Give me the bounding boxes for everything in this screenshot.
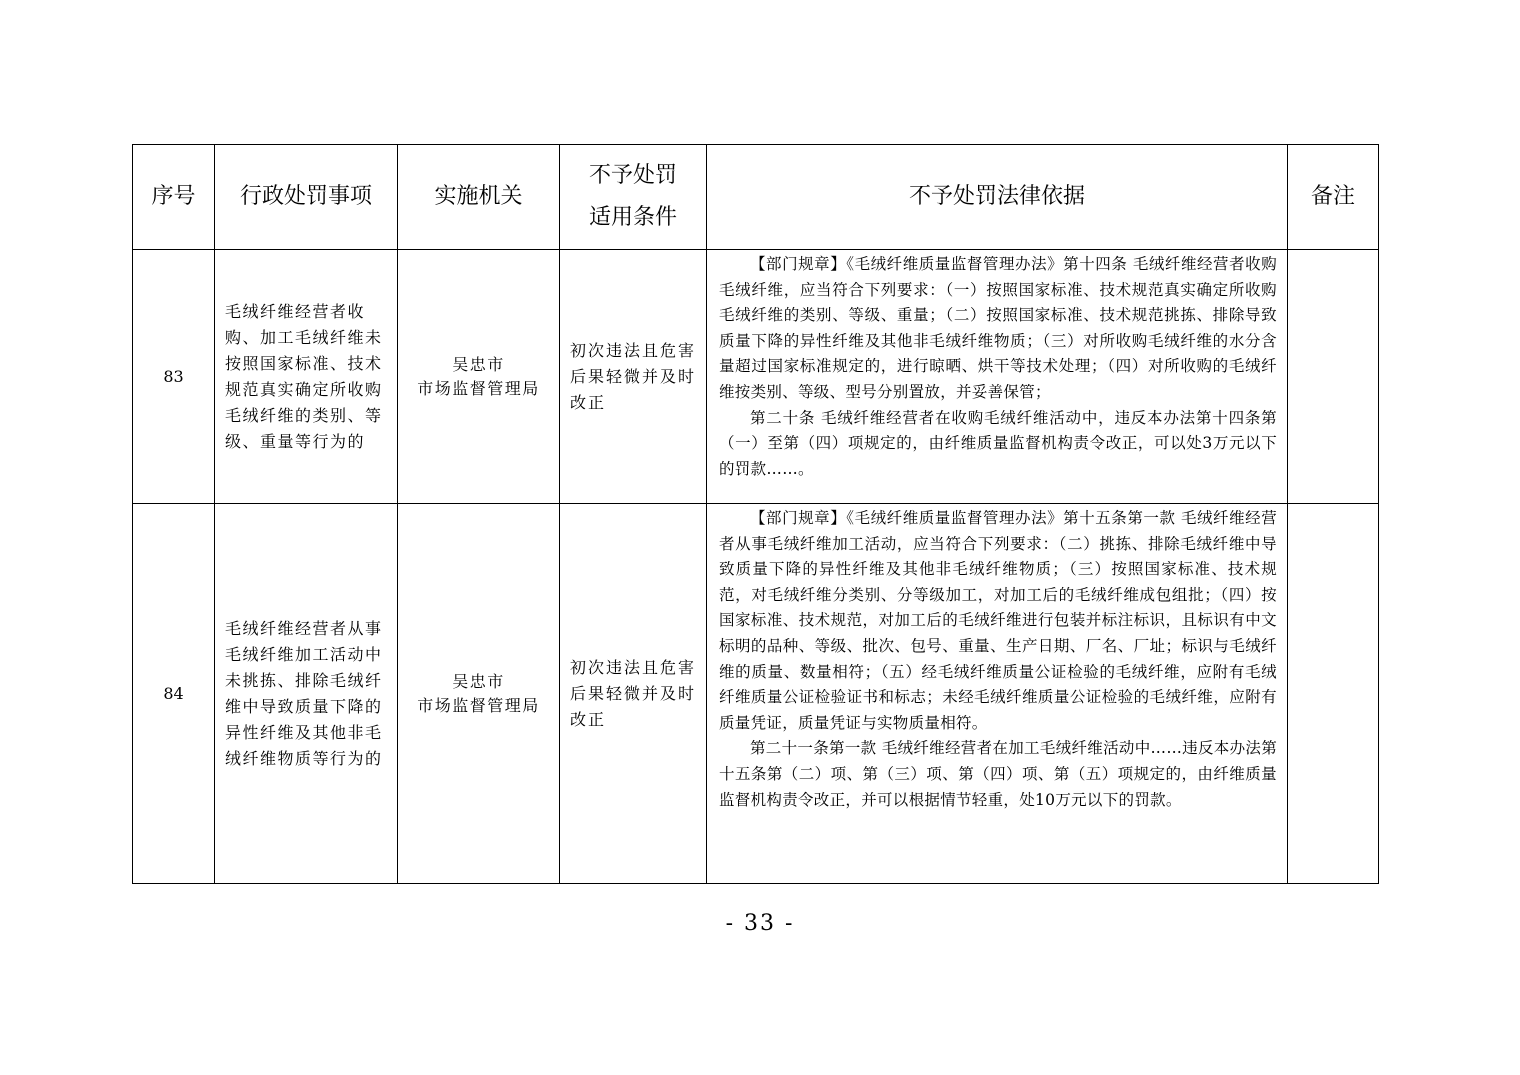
row-legal-basis xyxy=(707,250,1288,504)
table-row xyxy=(133,504,1379,884)
header-matter: 行政处罚事项 xyxy=(215,145,398,250)
row-matter: 毛绒纤维经营者从事毛绒纤维加工活动中未挑拣、排除毛绒纤维中导致质量下降的异性纤维及其他非毛绒纤维物质等行为的 xyxy=(215,504,398,884)
header-agency: 实施机关 xyxy=(398,145,560,250)
row-agency-line1: 吴忠市 xyxy=(452,671,505,691)
row-legal-basis xyxy=(707,504,1288,884)
table-row xyxy=(133,250,1379,504)
header-basis: 不予处罚法律依据 xyxy=(707,145,1288,250)
row-seq: 83 xyxy=(133,250,215,504)
basis-paragraph: 【部门规章】《毛绒纤维质量监督管理办法》第十五条第一款 毛绒纤维经营者从事毛绒纤维加工活动，应当符合下列要求：（二）挑拣、排除毛绒纤维中导致质量下降的异性纤维及其他非毛绒纤维物质；（三）按照国家标准、技术规范，对毛绒纤维分类别、分等级加工，对加工后的毛绒纤维成包组批；（四）按国家标准、技术规范，对加工后的毛绒纤维进行包装并标注标识，且标识有中文标明的品种、等级、批次、包号、重量、生产日期、厂名、厂址；标识与毛绒纤维的质量、数量相符；（五）经毛绒纤维质量公证检验的毛绒纤维，应附有毛绒纤维质量公证检验证书和标志；未经毛绒纤维质量公证检验的毛绒纤维，应附有质量凭证，质量凭证与实物质量相符。 xyxy=(719,509,1277,732)
row-agency-line1: 吴忠市 xyxy=(452,354,505,374)
basis-paragraph: 第二十一条第一款 毛绒纤维经营者在加工毛绒纤维活动中……违反本办法第十五条第（二）项、第（三）项、第（四）项、第（五）项规定的，由纤维质量监督机构责令改正，并可以根据情节轻重，处10万元以下的罚款。 xyxy=(719,739,1277,809)
header-condition xyxy=(560,145,707,250)
header-condition-line1: 不予处罚 xyxy=(588,163,677,188)
header-note: 备注 xyxy=(1288,145,1379,250)
table-header-row xyxy=(133,145,1379,250)
page-number: - 33 - xyxy=(725,911,795,936)
penalty-items-table xyxy=(132,144,1379,884)
header-condition-line2: 适用条件 xyxy=(588,205,677,230)
row-seq: 84 xyxy=(133,504,215,884)
header-seq: 序号 xyxy=(133,145,215,250)
basis-paragraph: 【部门规章】《毛绒纤维质量监督管理办法》第十四条 毛绒纤维经营者收购毛绒纤维，应当符合下列要求：（一）按照国家标准、技术规范真实确定所收购毛绒纤维的类别、等级、重量；（二）按照国家标准、技术规范挑拣、排除导致质量下降的异性纤维及其他非毛绒纤维物质；（三）对所收购毛绒纤维的水分含量超过国家标准规定的，进行晾晒、烘干等技术处理；（四）对所收购的毛绒纤维按类别、等级、型号分别置放，并妥善保管； xyxy=(719,255,1277,401)
row-matter: 毛绒纤维经营者收购、加工毛绒纤维未按照国家标准、技术规范真实确定所收购毛绒纤维的类别、等级、重量等行为的 xyxy=(215,250,398,504)
row-agency xyxy=(398,504,560,884)
row-agency-line2: 市场监督管理局 xyxy=(417,378,540,398)
row-agency xyxy=(398,250,560,504)
basis-paragraph: 第二十条 毛绒纤维经营者在收购毛绒纤维活动中，违反本办法第十四条第（一）至第（四）项规定的，由纤维质量监督机构责令改正，可以处3万元以下的罚款……。 xyxy=(719,408,1277,478)
row-condition: 初次违法且危害后果轻微并及时改正 xyxy=(560,504,707,884)
row-condition: 初次违法且危害后果轻微并及时改正 xyxy=(560,250,707,504)
row-agency-line2: 市场监督管理局 xyxy=(417,695,540,715)
row-note xyxy=(1288,504,1379,884)
row-note xyxy=(1288,250,1379,504)
